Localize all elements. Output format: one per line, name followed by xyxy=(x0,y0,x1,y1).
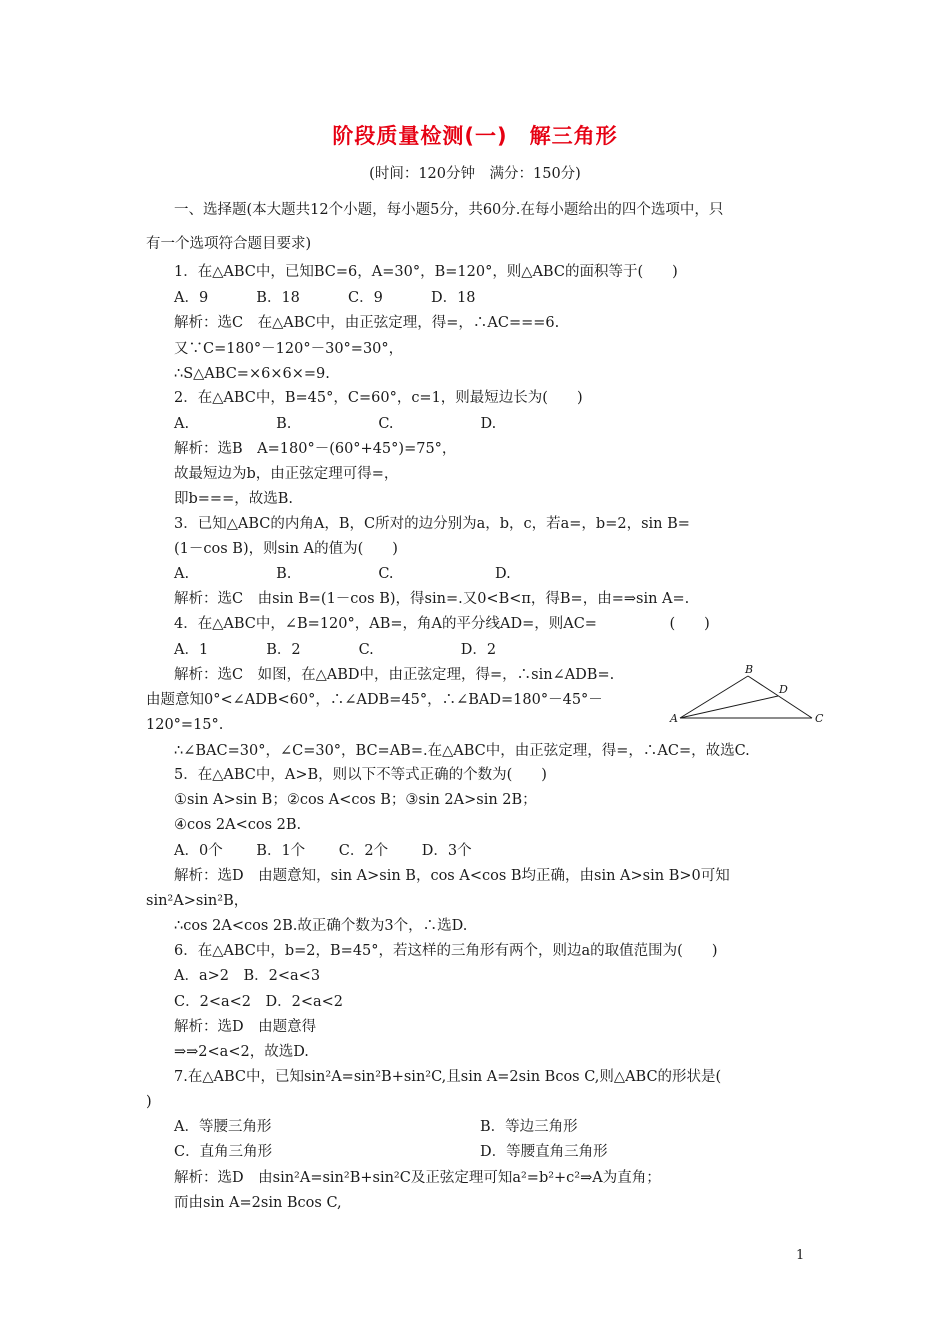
question-3-options: A. B. C. D. xyxy=(174,566,511,582)
solution-line: ∴∠BAC=30°，∠C=30°，BC=AB=.在△ABC中，由正弦定理，得=，∴AC=，故选C. xyxy=(174,743,750,759)
solution-line: 解析：选C 如图，在△ABD中，由正弦定理，得=，∴sin∠ADB=. xyxy=(174,667,615,683)
question-2-options: A. B. C. D. xyxy=(174,416,497,432)
vertex-label-a: A xyxy=(670,712,678,725)
page-number: 1 xyxy=(796,1248,805,1263)
question-1-options: A．9 B．18 C．9 D．18 xyxy=(174,290,476,306)
vertex-label-b: B xyxy=(745,664,754,676)
solution-line: 故最短边为b，由正弦定理可得=， xyxy=(174,466,399,482)
side-ab xyxy=(680,676,748,718)
exam-info: (时间：120分钟 满分：150分) xyxy=(369,166,581,182)
page-title: 阶段质量检测(一) 解三角形 xyxy=(332,124,618,148)
section-heading: 一、选择题(本大题共12个小题，每小题5分，共60分.在每小题给出的四个选项中，只 xyxy=(174,202,724,218)
solution-line: sin²A>sin²B， xyxy=(146,893,249,909)
triangle-figure xyxy=(668,664,828,730)
question-5-statements: ①sin A>sin B；②cos A<cos B；③sin 2A>sin 2B； xyxy=(174,792,537,808)
section-heading-cont: 有一个选项符合题目要求) xyxy=(146,236,312,252)
solution-line: 解析：选D 由题意知，sin A>sin B，cos A<cos B均正确，由sin A>sin B>0可知 xyxy=(174,868,730,884)
question-7-option: B．等边三角形 xyxy=(480,1119,578,1135)
question-7: 7.在△ABC中，已知sin²A=sin²B+sin²C,且sin A=2sin Bcos C,则△ABC的形状是( xyxy=(174,1069,722,1085)
solution-line: 由题意知0°<∠ADB<60°，∴∠ADB=45°，∴∠BAD=180°－45°－ xyxy=(146,692,603,708)
solution-line: 解析：选C 在△ABC中，由正弦定理，得=，∴AC===6. xyxy=(174,315,560,331)
solution-line: 解析：选B A=180°－(60°+45°)=75°， xyxy=(174,441,457,457)
solution-line: ∴cos 2A<cos 2B.故正确个数为3个，∴选D. xyxy=(174,918,468,934)
question-7-cont: ) xyxy=(146,1094,152,1110)
solution-line: 即b===，故选B. xyxy=(174,491,293,507)
solution-line: 解析：选D 由题意得 xyxy=(174,1019,317,1035)
question-2: 2．在△ABC中，B=45°，C=60°，c=1，则最短边长为( ) xyxy=(174,390,583,406)
question-6-options: A．a>2 B．2<a<3 xyxy=(174,968,321,984)
question-4: 4．在△ABC中，∠B=120°，AB=，角A的平分线AD=，则AC= ( ) xyxy=(174,616,710,632)
question-5: 5．在△ABC中，A>B，则以下不等式正确的个数为( ) xyxy=(174,767,547,783)
question-6-options: C．2<a<2 D．2<a<2 xyxy=(174,994,344,1010)
segment-ad xyxy=(680,696,778,718)
solution-line: ∴S△ABC=×6×6×=9. xyxy=(174,366,330,382)
question-5-options: A．0个 B．1个 C．2个 D．3个 xyxy=(174,843,472,859)
solution-line: 120°=15°. xyxy=(146,717,224,733)
solution-line: ⇒⇒2<a<2，故选D. xyxy=(174,1044,309,1060)
solution-line: 而由sin A=2sin Bcos C, xyxy=(174,1195,342,1211)
solution-line: 又∵C=180°－120°－30°=30°， xyxy=(174,341,404,357)
vertex-label-d: D xyxy=(779,683,788,696)
vertex-label-c: C xyxy=(815,712,824,725)
question-7-option: C．直角三角形 xyxy=(174,1144,273,1160)
solution-line: 解析：选C 由sin B=(1－cos B)，得sin=.又0<B<π，得B=，由=⇒sin A=. xyxy=(174,591,690,607)
question-4-options: A．1 B．2 C. D．2 xyxy=(174,642,497,658)
question-7-option: D．等腰直角三角形 xyxy=(480,1144,608,1160)
question-6: 6．在△ABC中，b=2，B=45°，若这样的三角形有两个，则边a的取值范围为( ) xyxy=(174,943,718,959)
question-3-cont: (1－cos B)，则sin A的值为( ) xyxy=(174,541,398,557)
question-1: 1．在△ABC中，已知BC=6，A=30°，B=120°，则△ABC的面积等于( ) xyxy=(174,264,678,280)
question-3: 3．已知△ABC的内角A，B，C所对的边分别为a，b，c，若a=，b=2，sin B= xyxy=(174,516,690,532)
solution-line: 解析：选D 由sin²A=sin²B+sin²C及正弦定理可知a²=b²+c²⇒A为直角； xyxy=(174,1170,661,1186)
question-5-statements: ④cos 2A<cos 2B. xyxy=(174,817,302,833)
question-7-option: A．等腰三角形 xyxy=(174,1119,272,1135)
